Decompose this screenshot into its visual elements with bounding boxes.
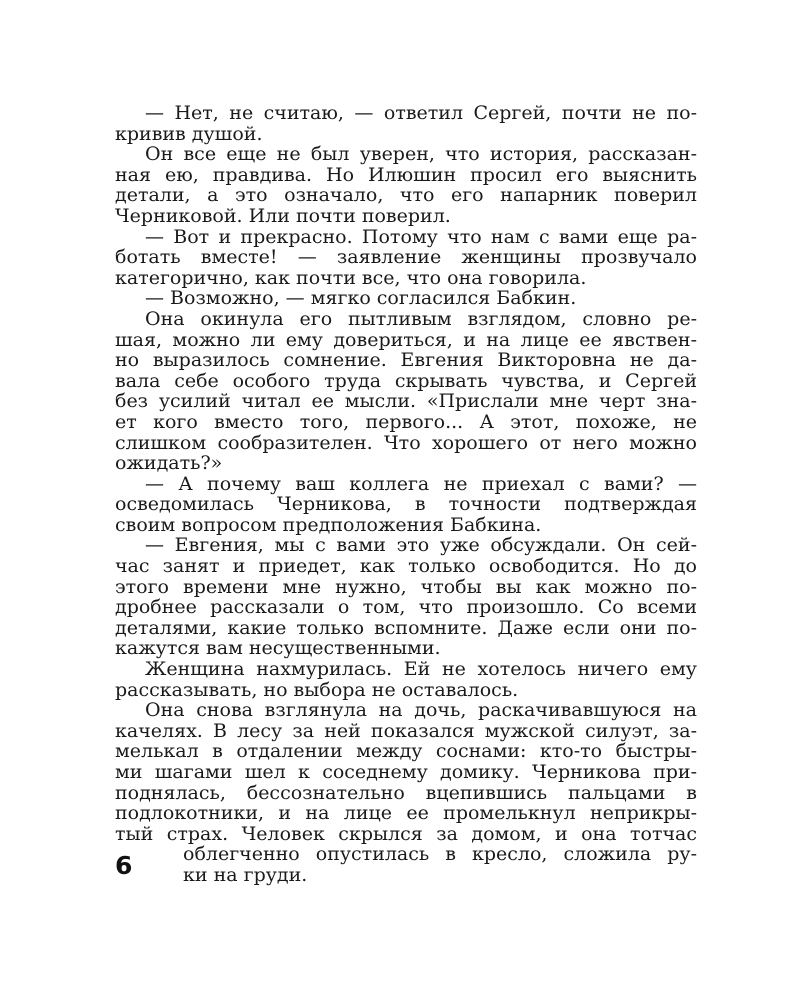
text-line: — Вот и прекрасно. Потому что нам с вами еще ра-: [145, 225, 697, 248]
text-line: ми шагами шел к соседнему домику. Черникова при-: [115, 761, 697, 783]
text-line: — Нет, не считаю, — ответил Сергей, почти не по-: [145, 102, 697, 124]
text-line: качелях. В лесу за ней показался мужской силуэт, за-: [115, 719, 697, 742]
text-line: но выразилось сомнение. Евгения Викторовна не да-: [115, 349, 697, 372]
text-line: кривив душой.: [115, 122, 263, 145]
text-line: Женщина нахмурилась. Ей не хотелось ничего ему: [145, 658, 697, 681]
text-line: тый страх. Человек скрылся за домом, и она тотчас: [115, 822, 697, 845]
text-line: детали, а это означало, что его напарник поверил: [115, 184, 697, 207]
text-line: ет кого вместо того, первого... А этот, похоже, не: [115, 410, 697, 433]
text-line: этого времени мне нужно, чтобы вы как можно по-: [115, 575, 697, 598]
text-line: рассказывать, но выбора не оставалось.: [115, 678, 519, 701]
page-number: 6: [115, 851, 133, 880]
text-line: ная ею, правдива. Но Илюшин просил его выяснить: [115, 163, 697, 186]
text-line: мелькал в отдалении между соснами: кто-то быстры-: [115, 740, 697, 763]
text-line: — Возможно, — мягко согласился Бабкин.: [145, 287, 577, 310]
text-line: Она окинула его пытливым взглядом, словно ре-: [145, 307, 697, 330]
text-line: дробнее рассказали о том, что произошло. Со всеми: [115, 596, 697, 619]
text-line: — А почему ваш коллега не приехал с вами? —: [145, 472, 697, 495]
text-line: деталями, какие только вспомните. Даже если они по-: [115, 616, 697, 639]
text-line: слишком сообразителен. Что хорошего от него можно: [115, 431, 697, 454]
text-line: шая, можно ли ему довериться, и на лице ее явствен-: [115, 328, 697, 351]
text-line: Она снова взглянула на дочь, раскачивавшуюся на: [145, 699, 697, 722]
text-line: подлокотники, и на лице ее промелькнул неприкры-: [115, 802, 697, 825]
text-line: ботать вместе! — заявление женщины прозвучало: [115, 246, 697, 269]
text-line: кажутся вам несущественными.: [115, 637, 441, 660]
text-line: ожидать?»: [115, 452, 223, 475]
text-line: облегченно опустилась в кресло, сложила ру-: [183, 843, 697, 866]
text-line: Черниковой. Или почти поверил.: [115, 204, 451, 227]
text-line: категорично, как почти все, что она говорила.: [115, 266, 587, 289]
text-line: Он все еще не был уверен, что история, рассказан-: [145, 143, 697, 166]
text-line: ки на груди.: [183, 863, 308, 886]
text-line: своим вопросом предположения Бабкина.: [115, 513, 542, 536]
text-line: поднялась, бессознательно вцепившись пальцами в: [115, 781, 697, 804]
text-line: — Евгения, мы с вами это уже обсуждали. Он сей-: [145, 534, 697, 557]
text-line: без усилий читал ее мысли. «Прислали мне черт зна-: [115, 390, 697, 413]
text-line: осведомилась Черникова, в точности подтверждая: [115, 493, 697, 516]
body-text: [115, 103, 697, 886]
text-line: вала себе особого труда скрывать чувства, и Сергей: [115, 369, 697, 392]
text-line: час занят и приедет, как только освободится. Но до: [115, 555, 697, 578]
